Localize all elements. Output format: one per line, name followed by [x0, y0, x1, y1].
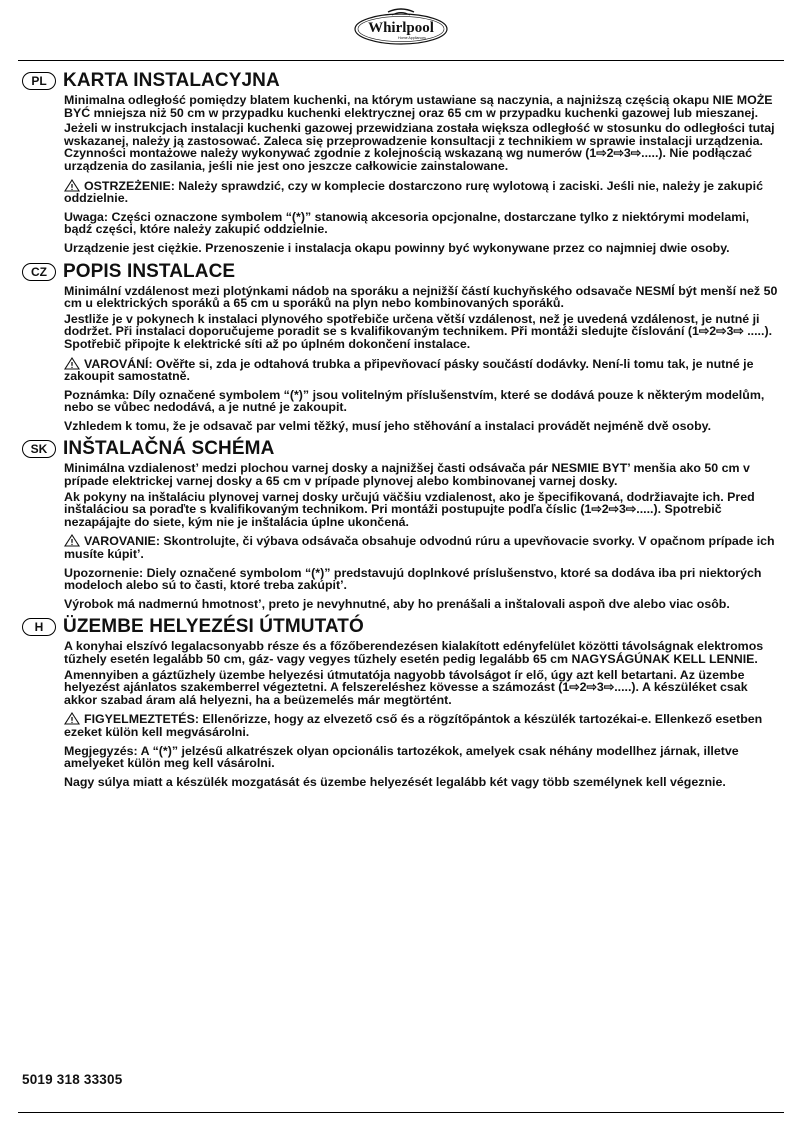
- warning-paragraph: [64, 357, 778, 383]
- section-heading: [22, 614, 782, 640]
- section-pl: [22, 68, 782, 255]
- weight-paragraph: Nagy súlya miatt a készülék mozgatását és üzembe helyezését legalább két vagy több személynek kell végeznie.: [64, 774, 726, 789]
- whirlpool-logo: [352, 6, 450, 48]
- section-title: INŠTALAČNÁ SCHÉMA: [63, 438, 275, 460]
- instructions-paragraph: Ak pokyny na inštaláciu plynovej varnej dosky určujú väčšiu vzdialenost, ako je špecifikovaná, dodržiavajte ich. Pred inštaláciou sa poraďte s kvalifikovaným technikom. Pri montáži postupujte podľa číslic (1⇨2⇨3⇨.....). Spotrebič nezapájajte do siete, kým nie je inštalácia úplne ukončená.: [64, 489, 755, 529]
- note-paragraph: Upozornenie: Diely označené symbolom “(*)” predstavujú doplnkové príslušenstvo, ktoré sa dodáva iba pri niektorých modeloch alebo sú to časti, ktoré treba zakúpit’.: [64, 565, 762, 593]
- section-heading: [22, 259, 782, 285]
- instruction-content: [22, 68, 782, 792]
- warning-text: VAROVÁNÍ: Ověřte si, zda je odtahová trubka a připevňovací pásky součástí dodávky. Není-li tomu tak, je nutné je zakoupit samostatně.: [64, 356, 754, 384]
- language-badge: SK: [22, 440, 56, 458]
- language-badge: PL: [22, 72, 56, 90]
- instructions-paragraph: Amennyiben a gáztűzhely üzembe helyezési útmutatója nagyobb távolságot ír elő, úgy azt kell betartani. Az üzembe helyezést ajánlatos szakemberrel végeztetni. A felszereléshez kövesse a számozást (1⇨2⇨3⇨.....). A készüléket csak akkor szabad áram alá helyezni, ha a beüzemelés már megtörtént.: [64, 667, 748, 707]
- warning-paragraph: [64, 534, 778, 560]
- brand-name: Whirlpool: [368, 20, 434, 36]
- language-badge: CZ: [22, 263, 56, 281]
- bottom-divider: [18, 1112, 784, 1113]
- distance-paragraph: Minimalna odległość pomiędzy blatem kuchenki, na którym ustawiane są naczynia, a najniższą częścią okapu NIE MOŻE BYĆ mniejsza niż 50 cm w przypadku kuchenki elektrycznej oraz 65 cm w przypadku kuchenki gazowej lub mieszanej.: [64, 93, 773, 120]
- weight-paragraph: Urządzenie jest ciężkie. Przenoszenie i instalacja okapu powinny być wykonywane przez co najmniej dwie osoby.: [64, 240, 730, 255]
- section-heading: [22, 436, 782, 462]
- note-paragraph: Megjegyzés: A “(*)” jelzésű alkatrészek olyan opcionális tartozékok, amelyek csak néhány modellhez járnak, illetve amelyeket külön meg kell vásárolni.: [64, 743, 739, 771]
- document-code: 5019 318 33305: [22, 1072, 123, 1087]
- distance-paragraph: Minimálna vzdialenost’ medzi plochou varnej dosky a najnižšej časti odsávača pár NESMIE BYT’ menšia ako 50 cm v prípade elektrickej varnej dosky a 65 cm v prípade plynovej alebo kombinovanej varnej dosky.: [64, 461, 750, 489]
- section-h: [22, 614, 782, 788]
- warning-triangle-icon: [64, 357, 80, 370]
- warning-triangle-icon: [64, 179, 80, 192]
- weight-paragraph: Výrobok má nadmernú hmotnost’, preto je nevyhnutné, aby ho prenášali a inštalovali aspoň dve alebo viac osôb.: [64, 596, 730, 611]
- instructions-paragraph: Jestliže je v pokynech k instalaci plynového spotřebiče určena větší vzdálenost, než je uvedená vzdálenost, je nutné ji dodržet. Při instalaci doporučujeme poradit se s kvalifikovaným technikem. Při montáži sledujte číslování (1⇨2⇨3⇨ .....). Spotřebič připojte k elektrické síti až po úplném dokončení instalace.: [64, 311, 773, 351]
- warning-text: FIGYELMEZTETÉS: Ellenőrizze, hogy az elvezető cső és a rögzítőpántok a készülék tartozékai-e. Ellenkező esetben ezeket külön kell megvásárolni.: [64, 712, 763, 739]
- section-title: KARTA INSTALACYJNA: [63, 70, 280, 91]
- note-paragraph: Uwaga: Części oznaczone symbolem “(*)” stanowią akcesoria opcjonalne, dostarczane tylko z niektórymi modelami, bądź części, które należy zakupić oddzielnie.: [64, 209, 750, 237]
- warning-triangle-icon: [64, 712, 80, 725]
- warning-text: OSTRZEŻENIE: Należy sprawdzić, czy w komplecie dostarczono rurę wylotową i zaciski. Jeśli nie, należy je zakupić oddzielnie.: [64, 178, 763, 206]
- instructions-paragraph: Jeżeli w instrukcjach instalacji kuchenki gazowej przewidziana została większa odległość w stosunku do odległości tutaj wskazanej, należy ją zastosować. Zaleca się przeprowadzenie konsultacji z technikiem w sprawie instalacji urządzenia. Czynności montażowe należy wykonywać zgodnie z kolejnością wskazaną wg numerów (1⇨2⇨3⇨.....). Nie podłączać urządzenia do zasilania, jeśli nie jest ono jeszcze całkowicie zainstalowane.: [64, 121, 775, 173]
- top-divider: [18, 60, 784, 61]
- distance-paragraph: Minimální vzdálenost mezi plotýnkami nádob na sporáku a nejnižší částí kuchyňského odsavače NESMÍ být menší než 50 cm u elektrických sporáků a 65 cm u sporáků na plyn nebo kombinovaných sporáků.: [64, 283, 778, 311]
- warning-paragraph: [64, 179, 778, 205]
- language-badge: H: [22, 618, 56, 636]
- distance-paragraph: A konyhai elszívó legalacsonyabb része és a főzőberendezésen kialakított edényfelület közötti távolságnak elektromos tűzhely esetén legalább 50 cm, gáz- vagy vegyes tűzhely esetén pedig legalább 65 cm NAGYSÁGÚNAK KELL LENNIE.: [64, 639, 764, 666]
- warning-text: VAROVANIE: Skontrolujte, či výbava odsávača obsahuje odvodnú rúru a upevňovacie svorky. V opačnom prípade ich musíte kúpit’.: [64, 534, 775, 562]
- section-title: POPIS INSTALACE: [63, 260, 236, 282]
- whirlpool-logo-graphic: [352, 6, 450, 48]
- note-paragraph: Poznámka: Díly označené symbolem “(*)” jsou volitelným příslušenstvím, které se dodává pouze k některým modelům, nebo se vůbec nedodává, a je nutné je zakoupit.: [64, 387, 765, 415]
- warning-paragraph: [64, 712, 778, 738]
- section-title: ÜZEMBE HELYEZÉSI ÚTMUTATÓ: [63, 616, 364, 638]
- warning-triangle-icon: [64, 534, 80, 547]
- brand-tagline: Home Appliances: [398, 36, 426, 40]
- section-sk: [22, 436, 782, 610]
- section-heading: [22, 68, 782, 94]
- weight-paragraph: Vzhledem k tomu, že je odsavač par velmi těžký, musí jeho stěhování a instalaci provádět nejméně dvě osoby.: [64, 418, 712, 433]
- section-cz: [22, 259, 782, 433]
